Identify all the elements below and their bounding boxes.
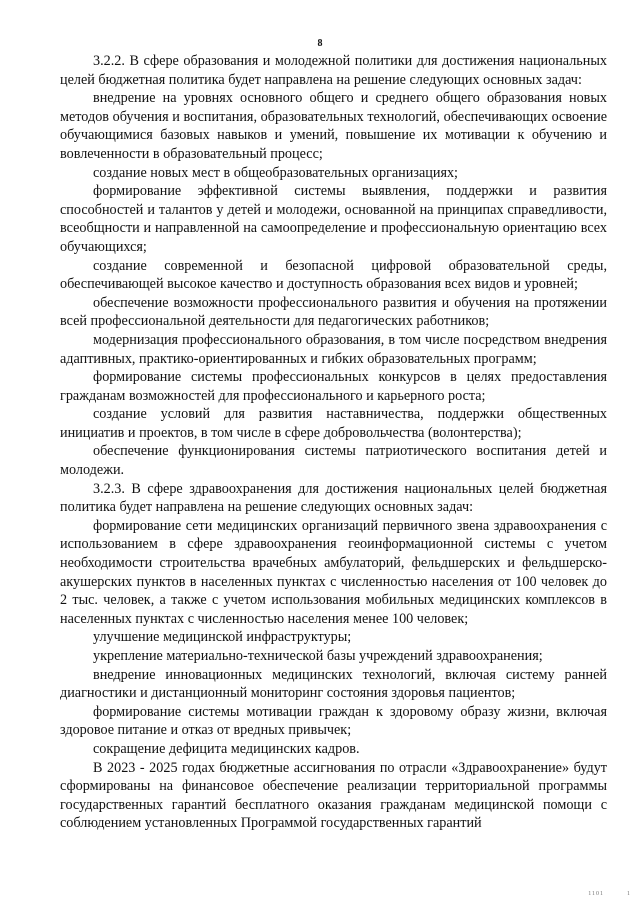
page-number: 8: [317, 38, 323, 49]
list-item: обеспечение функционирования системы патриотического воспитания детей и молодежи.: [60, 443, 607, 479]
list-item: формирование системы профессиональных конкурсов в целях предоставления гражданам возможностей для профессионального и карьерного роста;: [60, 369, 607, 404]
corner-mark: 1: [627, 891, 630, 897]
list-item: укрепление материально-технической базы учреждений здравоохранения;: [93, 648, 543, 664]
paragraph-3-2-2-intro: 3.2.2. В сфере образования и молодежной политики для достижения национальных целей бюджетная политика будет направлена на решение следующих основных задач:: [60, 53, 607, 88]
list-item: внедрение на уровнях основного общего и среднего общего образования новых методов обучения и воспитания, образовательных технологий, обеспечивающих освоение обучающимися базовых навыков и умений, повышение их мотивации к обучению и вовлеченности в образовательный процесс;: [60, 90, 607, 162]
list-item: создание условий для развития наставничества, поддержки общественных инициатив и проектов, в том числе в сфере добровольчества (волонтерства);: [60, 406, 607, 441]
paragraph-budget-2023-2025: В 2023 - 2025 годах бюджетные ассигнования по отрасли «Здравоохранение» будут сформированы на финансовое обеспечение реализации территориальной программы государственных гарантий бесплатного оказания гражданам медицинской помощи с соблюдением установленных Программой государственных гарантий: [60, 759, 607, 832]
document-body: [60, 52, 607, 833]
list-item: сокращение дефицита медицинских кадров.: [93, 740, 360, 757]
list-item: создание современной и безопасной цифровой образовательной среды, обеспечивающей высокое качество и доступность образования всех видов и уровней;: [60, 257, 607, 293]
list-item: обеспечение возможности профессионального развития и обучения на протяжении всей профессиональной деятельности для педагогических работников;: [60, 294, 607, 330]
footer-mark: 1101: [588, 891, 604, 897]
list-item: формирование эффективной системы выявления, поддержки и развития способностей и талантов у детей и молодежи, основанной на принципах справедливости, всеобщности и направленной на самоопределение и профессиональную ориентацию всех обучающихся;: [60, 183, 607, 255]
list-item: внедрение инновационных медицинских технологий, включая систему ранней диагностики и дистанционный мониторинг состояния здоровья пациентов;: [60, 666, 607, 702]
list-item: формирование системы мотивации граждан к здоровому образу жизни, включая здоровое питание и отказ от вредных привычек;: [60, 703, 607, 739]
list-item: улучшение медицинской инфраструктуры;: [93, 629, 352, 646]
paragraph-3-2-3-intro: 3.2.3. В сфере здравоохранения для достижения национальных целей бюджетная политика будет направлена на решение следующих основных задач:: [60, 480, 607, 516]
list-item: формирование сети медицинских организаций первичного звена здравоохранения с использованием в сфере здравоохранения геоинформационной системы с учетом необходимости строительства врачебных амбулаторий, фельдшерских и фельдшерско-акушерских пунктов в населенных пунктах с численностью населения от 100 человек до 2 тыс. человек, а также с учетом использования мобильных медицинских комплексов в населенных пунктах с численностью населения менее 100 человек;: [60, 517, 607, 627]
list-item: создание новых мест в общеобразовательных организациях;: [93, 164, 459, 181]
list-item: модернизация профессионального образования, в том числе посредством внедрения адаптивных, практико-ориентированных и гибких образовательных программ;: [60, 331, 607, 367]
